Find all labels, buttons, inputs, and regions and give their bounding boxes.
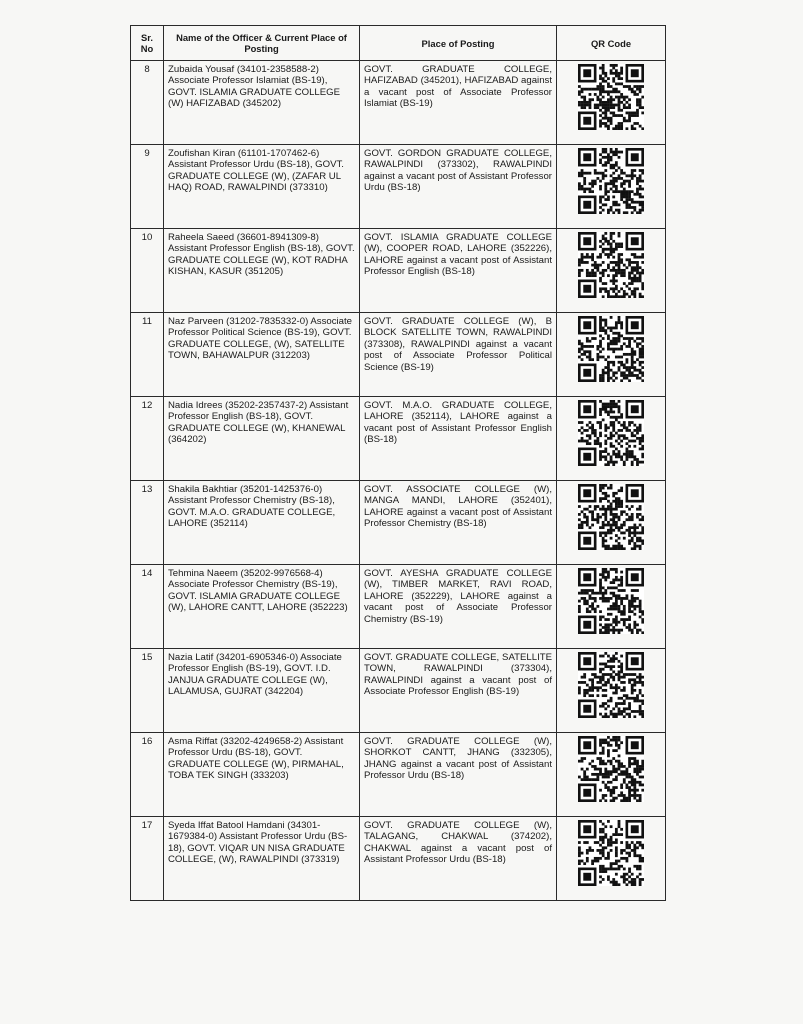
qr-code-icon[interactable] bbox=[561, 232, 661, 298]
header-officer-name: Name of the Officer & Current Place of Posting bbox=[164, 26, 360, 61]
table-row bbox=[131, 61, 666, 145]
row-place-of-posting: GOVT. ISLAMIA GRADUATE COLLEGE (W), COOPER ROAD, LAHORE (352226), LAHORE against a vacant post of Assistant Professor English (BS-18) bbox=[360, 229, 557, 313]
row-sr-no: 8 bbox=[131, 61, 164, 145]
row-sr-no: 17 bbox=[131, 817, 164, 901]
row-qr-cell bbox=[557, 817, 666, 901]
table-header-row bbox=[131, 26, 666, 61]
header-place-of-posting: Place of Posting bbox=[360, 26, 557, 61]
row-place-of-posting: GOVT. GRADUATE COLLEGE (W), TALAGANG, CHAKWAL (374202), CHAKWAL against a vacant post of Assistant Professor Urdu (BS-18) bbox=[360, 817, 557, 901]
row-qr-cell bbox=[557, 481, 666, 565]
row-officer-details: Nadia Idrees (35202-2357437-2) Assistant Professor English (BS-18), GOVT. GRADUATE COLLEGE (W), KHANEWAL (364202) bbox=[164, 397, 360, 481]
qr-code-icon[interactable] bbox=[561, 64, 661, 130]
row-sr-no: 13 bbox=[131, 481, 164, 565]
row-qr-cell bbox=[557, 229, 666, 313]
postings-table bbox=[130, 25, 666, 901]
table-row bbox=[131, 313, 666, 397]
qr-code-icon[interactable] bbox=[561, 820, 661, 886]
row-officer-details: Naz Parveen (31202-7835332-0) Associate Professor Political Science (BS-19), GOVT. GRADUATE COLLEGE, (W), SATELLITE TOWN, BAHAWALPUR (312203) bbox=[164, 313, 360, 397]
table-row bbox=[131, 145, 666, 229]
table-row bbox=[131, 481, 666, 565]
row-sr-no: 9 bbox=[131, 145, 164, 229]
row-place-of-posting: GOVT. GRADUATE COLLEGE (W), B BLOCK SATELLITE TOWN, RAWALPINDI (373308), RAWALPINDI against a vacant post of Associate Professor Political Science (BS-19) bbox=[360, 313, 557, 397]
row-qr-cell bbox=[557, 649, 666, 733]
row-sr-no: 15 bbox=[131, 649, 164, 733]
row-place-of-posting: GOVT. AYESHA GRADUATE COLLEGE (W), TIMBER MARKET, RAVI ROAD, LAHORE (352229), LAHORE against a vacant post of Associate Professor Chemistry (BS-19) bbox=[360, 565, 557, 649]
row-sr-no: 14 bbox=[131, 565, 164, 649]
row-sr-no: 12 bbox=[131, 397, 164, 481]
row-qr-cell bbox=[557, 733, 666, 817]
row-officer-details: Nazia Latif (34201-6905346-0) Associate Professor English (BS-19), GOVT. I.D. JANJUA GRADUATE COLLEGE (W), LALAMUSA, GUJRAT (342204) bbox=[164, 649, 360, 733]
qr-code-icon[interactable] bbox=[561, 652, 661, 718]
row-qr-cell bbox=[557, 61, 666, 145]
table-row bbox=[131, 817, 666, 901]
row-qr-cell bbox=[557, 313, 666, 397]
row-officer-details: Syeda Iffat Batool Hamdani (34301-1679384-0) Assistant Professor Urdu (BS-18), GOVT. VIQAR UN NISA GRADUATE COLLEGE, (W), RAWALPINDI (373319) bbox=[164, 817, 360, 901]
row-place-of-posting: GOVT. GORDON GRADUATE COLLEGE, RAWALPINDI (373302), RAWALPINDI against a vacant post of Assistant Professor Urdu (BS-18) bbox=[360, 145, 557, 229]
row-qr-cell bbox=[557, 145, 666, 229]
row-place-of-posting: GOVT. ASSOCIATE COLLEGE (W), MANGA MANDI, LAHORE (352401), LAHORE against a vacant post of Assistant Professor Chemistry (BS-18) bbox=[360, 481, 557, 565]
header-qr-code: QR Code bbox=[557, 26, 666, 61]
row-officer-details: Tehmina Naeem (35202-9976568-4) Associate Professor Chemistry (BS-19), GOVT. ISLAMIA GRADUATE COLLEGE (W), LAHORE CANTT, LAHORE (352223) bbox=[164, 565, 360, 649]
table-row bbox=[131, 229, 666, 313]
qr-code-icon[interactable] bbox=[561, 148, 661, 214]
qr-code-icon[interactable] bbox=[561, 400, 661, 466]
row-officer-details: Asma Riffat (33202-4249658-2) Assistant Professor Urdu (BS-18), GOVT. GRADUATE COLLEGE (W), PIRMAHAL, TOBA TEK SINGH (333203) bbox=[164, 733, 360, 817]
header-sr-no: Sr. No bbox=[131, 26, 164, 61]
table-row bbox=[131, 565, 666, 649]
row-officer-details: Zubaida Yousaf (34101-2358588-2) Associate Professor Islamiat (BS-19), GOVT. ISLAMIA GRADUATE COLLEGE (W) HAFIZABAD (345202) bbox=[164, 61, 360, 145]
row-place-of-posting: GOVT. GRADUATE COLLEGE, HAFIZABAD (345201), HAFIZABAD against a vacant post of Associate Professor Islamiat (BS-19) bbox=[360, 61, 557, 145]
row-qr-cell bbox=[557, 397, 666, 481]
row-officer-details: Raheela Saeed (36601-8941309-8) Assistant Professor English (BS-18), GOVT. GRADUATE COLLEGE (W), KOT RADHA KISHAN, KASUR (351205) bbox=[164, 229, 360, 313]
row-officer-details: Zoufishan Kiran (61101-1707462-6) Assistant Professor Urdu (BS-18), GOVT. GRADUATE COLLEGE (W), (ZAFAR UL HAQ) ROAD, RAWALPINDI (373310) bbox=[164, 145, 360, 229]
qr-code-icon[interactable] bbox=[561, 484, 661, 550]
table-row bbox=[131, 733, 666, 817]
table-row bbox=[131, 397, 666, 481]
row-place-of-posting: GOVT. M.A.O. GRADUATE COLLEGE, LAHORE (352114), LAHORE against a vacant post of Assistant Professor English (BS-18) bbox=[360, 397, 557, 481]
row-sr-no: 11 bbox=[131, 313, 164, 397]
row-qr-cell bbox=[557, 565, 666, 649]
qr-code-icon[interactable] bbox=[561, 316, 661, 382]
row-officer-details: Shakila Bakhtiar (35201-1425376-0) Assistant Professor Chemistry (BS-18), GOVT. M.A.O. GRADUATE COLLEGE, LAHORE (352114) bbox=[164, 481, 360, 565]
qr-code-icon[interactable] bbox=[561, 568, 661, 634]
table-row bbox=[131, 649, 666, 733]
row-place-of-posting: GOVT. GRADUATE COLLEGE, SATELLITE TOWN, RAWALPINDI (373304), RAWALPINDI against a vacant post of Associate Professor English (BS-19) bbox=[360, 649, 557, 733]
row-place-of-posting: GOVT. GRADUATE COLLEGE (W), SHORKOT CANTT, JHANG (332305), JHANG against a vacant post of Assistant Professor Urdu (BS-18) bbox=[360, 733, 557, 817]
qr-code-icon[interactable] bbox=[561, 736, 661, 802]
row-sr-no: 10 bbox=[131, 229, 164, 313]
row-sr-no: 16 bbox=[131, 733, 164, 817]
